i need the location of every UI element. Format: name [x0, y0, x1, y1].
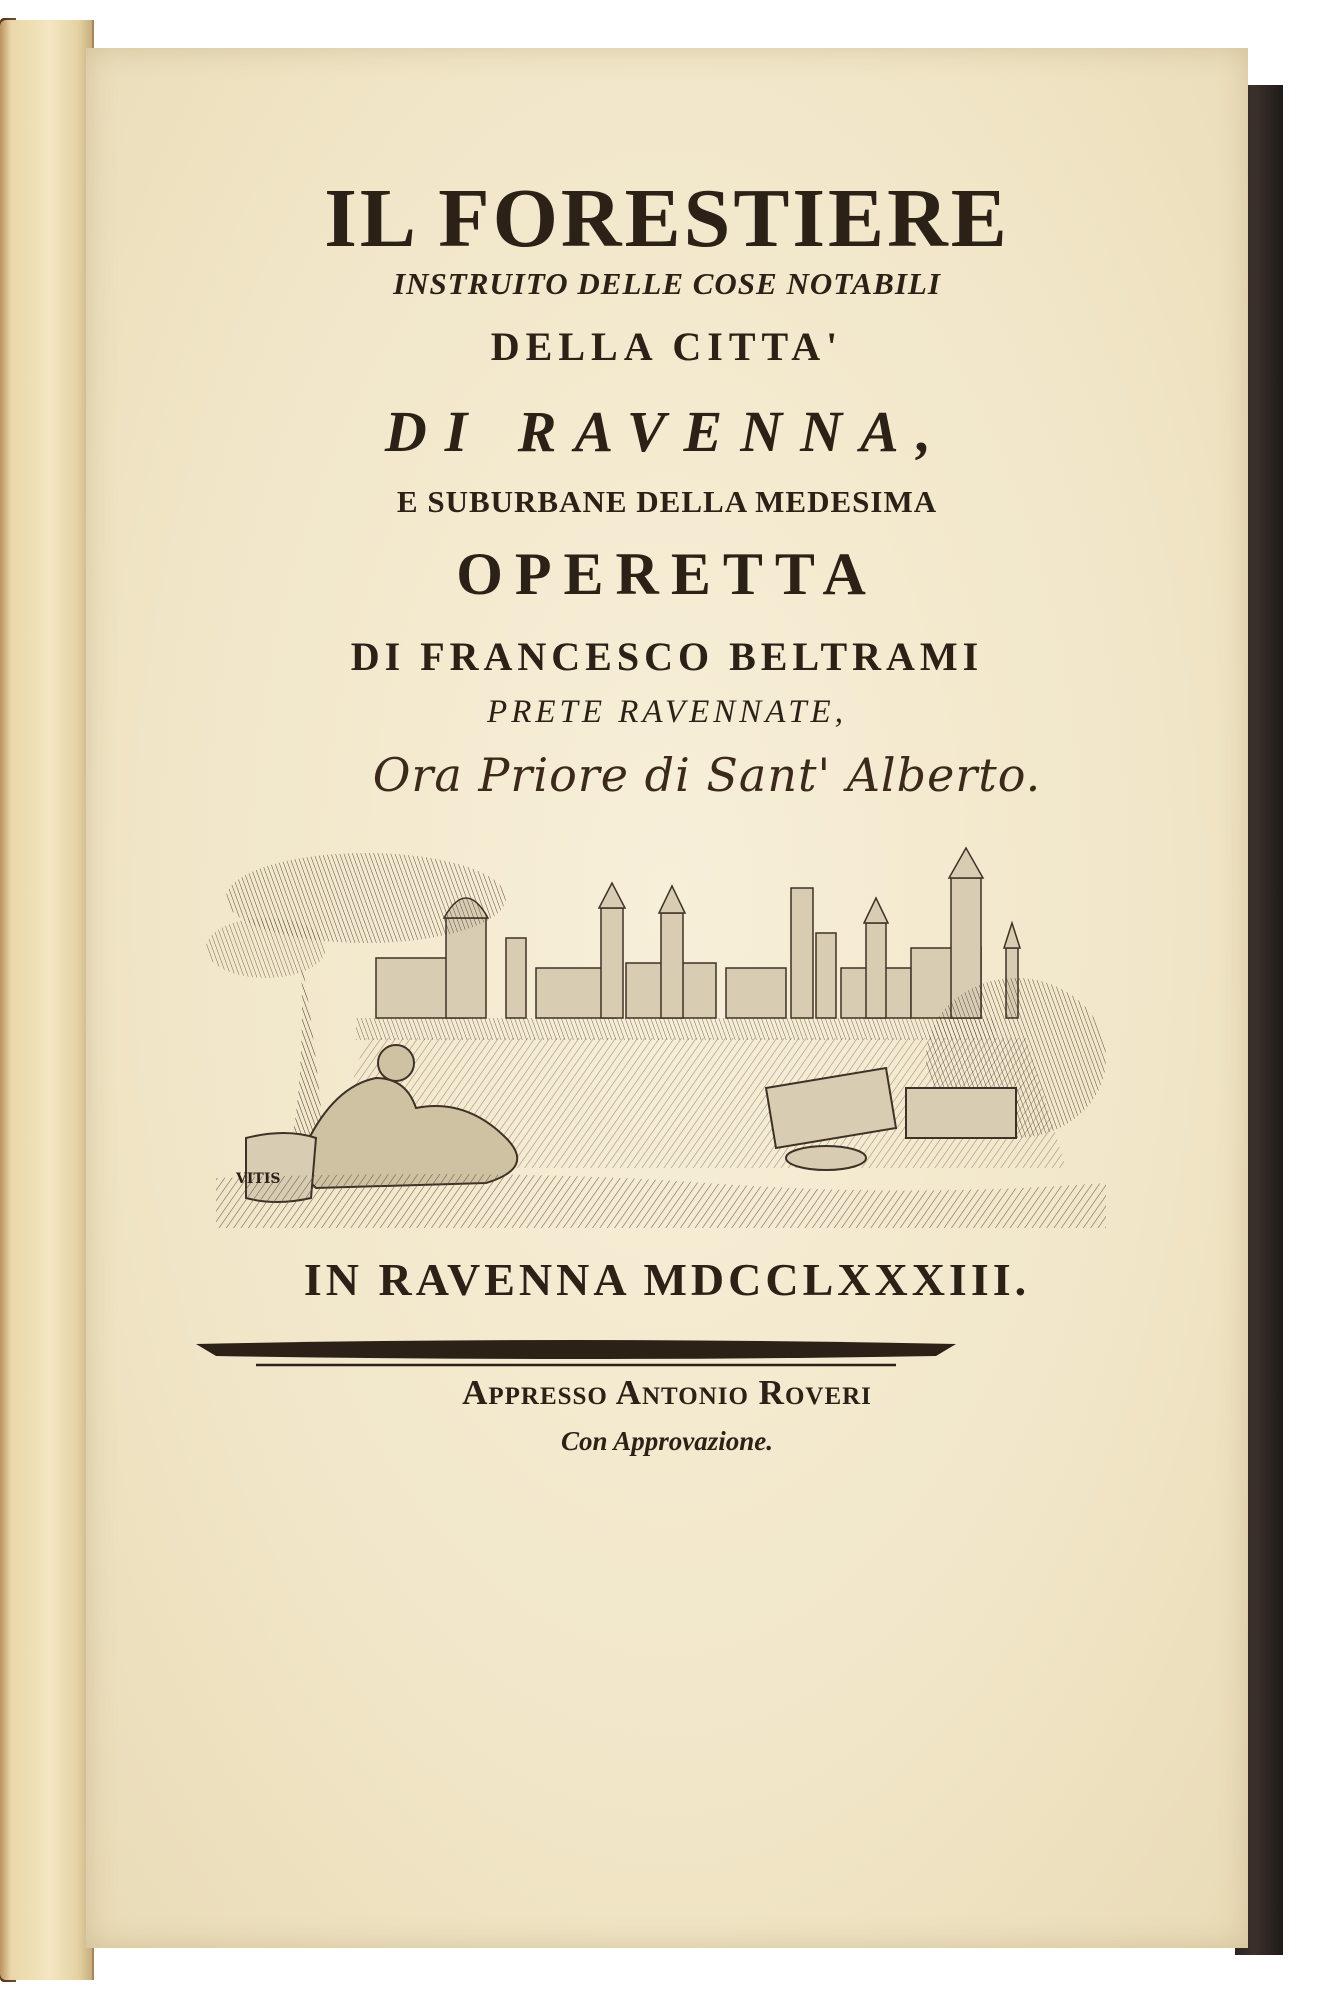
approval-line: Con Approvazione.: [560, 1426, 774, 1456]
city-view-engraving: [206, 838, 1126, 1228]
author-line: DI FRANCESCO BELTRAMI: [350, 634, 984, 679]
printer-line: Appresso Antonio Roveri: [462, 1373, 872, 1412]
title-page: [86, 48, 1248, 1948]
thick-thin-rule: [196, 1338, 956, 1368]
author-role: PRETE RAVENNATE,: [487, 694, 847, 730]
urn-inscription: VITIS: [236, 1171, 281, 1187]
subtitle-line-4: E SUBURBANE DELLA MEDESIMA: [396, 484, 938, 519]
subtitle-line-2: DELLA CITTA': [490, 324, 844, 369]
subtitle-line-1: INSTRUITO DELLE COSE NOTABILI: [393, 266, 941, 301]
left-page-leaf: [0, 20, 94, 1980]
book-title: IL FORESTIERE: [324, 172, 1010, 265]
imprint-line: IN RAVENNA MDCCLXXXIII.: [303, 1254, 1031, 1305]
handwritten-note: Ora Priore di Sant' Alberto.: [372, 748, 1042, 802]
subtitle-line-5: OPERETTA: [456, 541, 878, 607]
subtitle-line-3: DI RAVENNA,: [384, 399, 950, 464]
